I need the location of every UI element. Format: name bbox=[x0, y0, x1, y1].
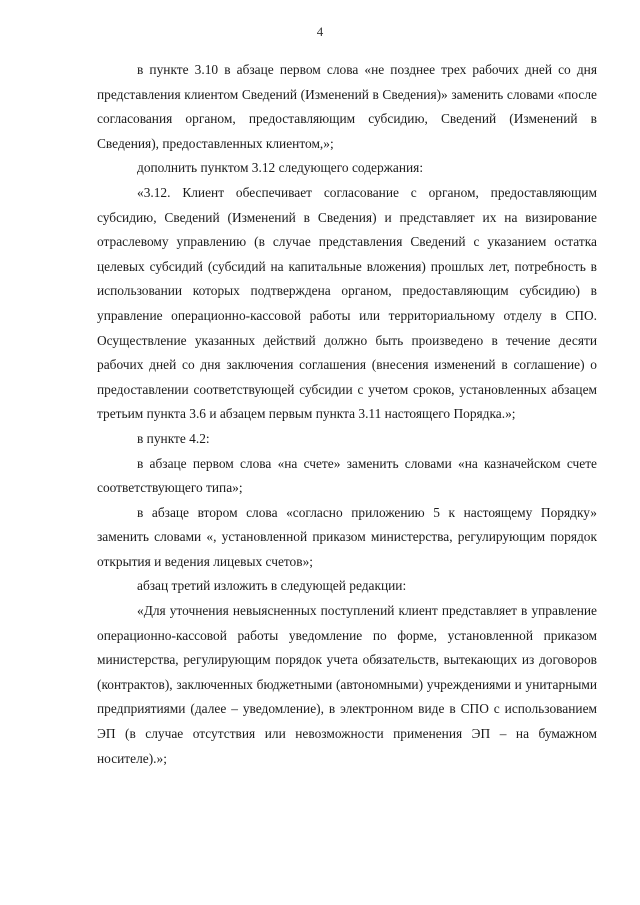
paragraph-point-3-12-text: «3.12. Клиент обеспечивает согласование с органом, предоставляющим субсидию, Сведений (Изменений в Сведения) и представляет их на визирование отраслевому управлению (в случае представления Сведений с указанием остатка целевых субсидий (субсидий на капитальные вложения) прошлых лет, потребность в использовании которых подтверждена органом, предоставляющим субсидию) в управление операционно-кассовой работы или территориальному отделу в СПО. Осуществление указанных действий должно быть произведено в течение десяти рабочих дней со дня заключения соглашения (внесения изменений в соглашение) о предоставлении соответствующей субсидии с учетом сроков, установленных абзацем третьим пункта 3.6 и абзацем первым пункта 3.11 настоящего Порядка.»; bbox=[97, 184, 597, 422]
paragraph-second-clause: в абзаце втором слова «согласно приложению 5 к настоящему Порядку» заменить словами «, установленной приказом министерства, регулирующим порядок открытия и ведения лицевых счетов»; bbox=[97, 504, 597, 569]
paragraph-add-point-3-12: дополнить пунктом 3.12 следующего содержания: bbox=[137, 160, 424, 176]
paragraph-third-clause-text: «Для уточнения невыясненных поступлений клиент представляет в управление операционно-кассовой работы уведомление по форме, установленной приказом министерства, регулирующим порядок учета обязательств, вытекающих из договоров (контрактов), заключенных бюджетными (автономными) учреждениями и унитарными предприятиями (далее – уведомление), в электронном виде в СПО с использованием ЭП (в случае отсутствия или невозможности применения ЭП – на бумажном носителе).»; bbox=[97, 603, 597, 766]
paragraph-third-clause-intro: абзац третий изложить в следующей редакции: bbox=[137, 578, 407, 594]
paragraph-first-clause: в абзаце первом слова «на счете» заменить словами «на казначейском счете соответствующего типа»; bbox=[97, 455, 597, 496]
paragraph-point-3-10: в пункте 3.10 в абзаце первом слова «не позднее трех рабочих дней со дня представления клиентом Сведений (Изменений в Сведения)» заменить словами «после согласования органом, предоставляющим субсидию, Сведений (Изменений в Сведения), предоставленных клиентом,»; bbox=[97, 62, 597, 151]
paragraph-point-4-2: в пункте 4.2: bbox=[137, 430, 210, 446]
page-number: 4 bbox=[316, 24, 324, 39]
document-body bbox=[97, 58, 597, 771]
